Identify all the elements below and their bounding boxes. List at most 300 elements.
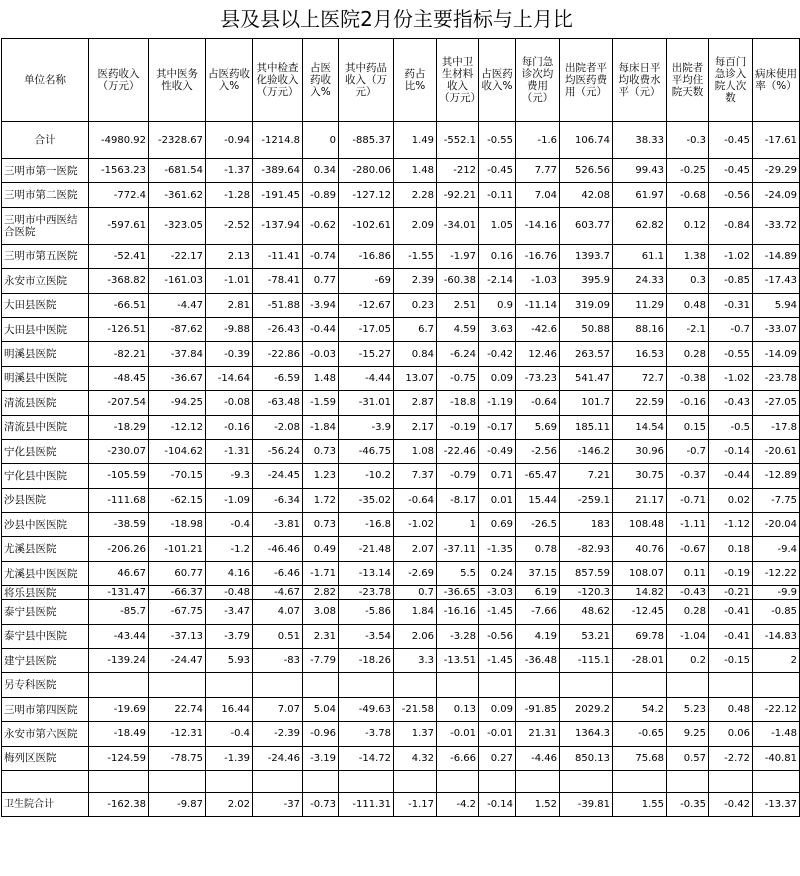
value-cell: -0.73 xyxy=(303,792,339,816)
value-cell: -18.98 xyxy=(149,513,206,537)
value-cell: -62.15 xyxy=(149,488,206,512)
value-cell: -23.78 xyxy=(339,586,394,600)
empty-cell xyxy=(437,770,479,792)
value-cell: 395.9 xyxy=(560,269,613,293)
value-cell: -5.86 xyxy=(339,600,394,624)
value-cell: -323.05 xyxy=(149,207,206,244)
value-cell: -11.41 xyxy=(253,244,303,268)
value-cell xyxy=(339,673,394,697)
value-cell: 1 xyxy=(437,513,479,537)
table-row xyxy=(2,269,800,293)
value-cell: 0.28 xyxy=(667,342,709,366)
value-cell: -1.39 xyxy=(206,746,253,770)
value-cell xyxy=(667,673,709,697)
value-cell: 541.47 xyxy=(560,366,613,390)
value-cell xyxy=(753,673,800,697)
unit-name-cell: 尤溪县中医医院 xyxy=(2,561,89,585)
value-cell: -2.69 xyxy=(394,561,437,585)
value-cell: -206.26 xyxy=(89,537,149,561)
value-cell: 72.7 xyxy=(613,366,667,390)
value-cell: 38.33 xyxy=(613,122,667,159)
value-cell xyxy=(253,673,303,697)
value-cell: 6.19 xyxy=(516,586,560,600)
value-cell: -0.21 xyxy=(709,586,753,600)
value-cell xyxy=(516,673,560,697)
value-cell: -18.29 xyxy=(89,415,149,439)
value-cell: 40.76 xyxy=(613,537,667,561)
value-cell: 7.04 xyxy=(516,183,560,207)
value-cell: 1.72 xyxy=(303,488,339,512)
value-cell: 3.08 xyxy=(303,600,339,624)
value-cell: -78.75 xyxy=(149,746,206,770)
value-cell: -1.02 xyxy=(709,244,753,268)
value-cell: 4.16 xyxy=(206,561,253,585)
table-row xyxy=(2,415,800,439)
value-cell: -37.84 xyxy=(149,342,206,366)
value-cell: -1.55 xyxy=(394,244,437,268)
value-cell: 857.59 xyxy=(560,561,613,585)
unit-name-cell: 建宁县医院 xyxy=(2,649,89,673)
value-cell: -40.81 xyxy=(753,746,800,770)
value-cell: 5.93 xyxy=(206,649,253,673)
value-cell: -1.71 xyxy=(303,561,339,585)
value-cell: -3.19 xyxy=(303,746,339,770)
value-cell: -124.59 xyxy=(89,746,149,770)
header-row xyxy=(2,39,800,122)
value-cell: -3.9 xyxy=(339,415,394,439)
value-cell: -36.48 xyxy=(516,649,560,673)
value-cell: -0.35 xyxy=(667,792,709,816)
value-cell: -13.51 xyxy=(437,649,479,673)
value-cell: -0.41 xyxy=(709,600,753,624)
value-cell: 3.63 xyxy=(479,317,516,341)
value-cell: 5.04 xyxy=(303,697,339,721)
value-cell: -34.01 xyxy=(437,207,479,244)
value-cell: -17.61 xyxy=(753,122,800,159)
value-cell: -3.94 xyxy=(303,293,339,317)
value-cell: -94.25 xyxy=(149,391,206,415)
value-cell: 3.3 xyxy=(394,649,437,673)
value-cell: -0.96 xyxy=(303,722,339,746)
table-row xyxy=(2,624,800,648)
table-row xyxy=(2,464,800,488)
value-cell: -4.46 xyxy=(516,746,560,770)
value-cell: -56.24 xyxy=(253,439,303,463)
value-cell: -3.28 xyxy=(437,624,479,648)
value-cell: -27.05 xyxy=(753,391,800,415)
value-cell: -1.11 xyxy=(667,513,709,537)
value-cell: -12.22 xyxy=(753,561,800,585)
value-cell: 0.48 xyxy=(709,697,753,721)
value-cell: -1.37 xyxy=(206,159,253,183)
value-cell: -0.56 xyxy=(709,183,753,207)
value-cell: 0.84 xyxy=(394,342,437,366)
empty-cell xyxy=(394,770,437,792)
value-cell: 0.3 xyxy=(667,269,709,293)
value-cell: -0.14 xyxy=(709,439,753,463)
value-cell: -0.5 xyxy=(709,415,753,439)
table-row xyxy=(2,342,800,366)
value-cell: -0.15 xyxy=(709,649,753,673)
unit-name-cell: 三明市第五医院 xyxy=(2,244,89,268)
empty-cell xyxy=(206,770,253,792)
value-cell: -1.59 xyxy=(303,391,339,415)
unit-name-cell: 明溪县中医院 xyxy=(2,366,89,390)
value-cell: -22.17 xyxy=(149,244,206,268)
value-cell: -111.31 xyxy=(339,792,394,816)
empty-cell xyxy=(560,770,613,792)
table-row xyxy=(2,561,800,585)
column-header: 每百门急诊入院人次数 xyxy=(709,39,753,122)
value-cell: 1.48 xyxy=(303,366,339,390)
value-cell: -23.78 xyxy=(753,366,800,390)
value-cell: -0.43 xyxy=(667,586,709,600)
value-cell: -0.4 xyxy=(206,722,253,746)
value-cell: -1.04 xyxy=(667,624,709,648)
value-cell: -0.64 xyxy=(394,488,437,512)
value-cell: 0.11 xyxy=(667,561,709,585)
value-cell: -0.71 xyxy=(667,488,709,512)
value-cell: -16.16 xyxy=(437,600,479,624)
value-cell: -0.85 xyxy=(709,269,753,293)
value-cell: -1.84 xyxy=(303,415,339,439)
value-cell: -22.86 xyxy=(253,342,303,366)
value-cell: -0.48 xyxy=(206,586,253,600)
value-cell: 2.02 xyxy=(206,792,253,816)
value-cell: -0.19 xyxy=(709,561,753,585)
unit-name-cell: 永安市立医院 xyxy=(2,269,89,293)
value-cell: 0.13 xyxy=(437,697,479,721)
column-header: 占医药收入% xyxy=(479,39,516,122)
unit-name-cell: 泰宁县医院 xyxy=(2,600,89,624)
column-header: 单位名称 xyxy=(2,39,89,122)
value-cell: 30.96 xyxy=(613,439,667,463)
unit-name-cell: 将乐县医院 xyxy=(2,586,89,600)
value-cell: -60.38 xyxy=(437,269,479,293)
indicator-table xyxy=(1,38,800,817)
value-cell: 50.88 xyxy=(560,317,613,341)
value-cell: -83 xyxy=(253,649,303,673)
value-cell xyxy=(89,673,149,697)
value-cell: 0.78 xyxy=(516,537,560,561)
column-header: 其中医务性收入 xyxy=(149,39,206,122)
value-cell: -12.45 xyxy=(613,600,667,624)
empty-cell xyxy=(479,770,516,792)
value-cell: 61.97 xyxy=(613,183,667,207)
unit-name-cell: 合计 xyxy=(2,122,89,159)
value-cell: -12.31 xyxy=(149,722,206,746)
value-cell: 1364.3 xyxy=(560,722,613,746)
value-cell: 11.29 xyxy=(613,293,667,317)
table-row xyxy=(2,673,800,697)
value-cell: 0.09 xyxy=(479,366,516,390)
value-cell: 108.48 xyxy=(613,513,667,537)
value-cell: -42.6 xyxy=(516,317,560,341)
value-cell: -0.25 xyxy=(667,159,709,183)
value-cell: 60.77 xyxy=(149,561,206,585)
value-cell: -4980.92 xyxy=(89,122,149,159)
value-cell: -4.2 xyxy=(437,792,479,816)
value-cell: 1393.7 xyxy=(560,244,613,268)
value-cell: -212 xyxy=(437,159,479,183)
table-row xyxy=(2,488,800,512)
value-cell: 0.28 xyxy=(667,600,709,624)
unit-name-cell: 沙县中医医院 xyxy=(2,513,89,537)
value-cell: -105.59 xyxy=(89,464,149,488)
value-cell: -14.83 xyxy=(753,624,800,648)
value-cell: 0.18 xyxy=(709,537,753,561)
value-cell: 4.19 xyxy=(516,624,560,648)
unit-name-cell: 清流县医院 xyxy=(2,391,89,415)
value-cell: -15.27 xyxy=(339,342,394,366)
value-cell: -17.05 xyxy=(339,317,394,341)
unit-name-cell: 清流县中医院 xyxy=(2,415,89,439)
value-cell: 5.69 xyxy=(516,415,560,439)
value-cell: -6.46 xyxy=(253,561,303,585)
value-cell: -46.75 xyxy=(339,439,394,463)
value-cell: 0.57 xyxy=(667,746,709,770)
value-cell: -51.88 xyxy=(253,293,303,317)
empty-cell xyxy=(339,770,394,792)
value-cell: -1.45 xyxy=(479,600,516,624)
column-header: 占医药收入% xyxy=(206,39,253,122)
value-cell: -17.43 xyxy=(753,269,800,293)
value-cell: -885.37 xyxy=(339,122,394,159)
value-cell: -9.3 xyxy=(206,464,253,488)
value-cell: 42.08 xyxy=(560,183,613,207)
value-cell: 5.5 xyxy=(437,561,479,585)
value-cell: -14.72 xyxy=(339,746,394,770)
value-cell: -0.74 xyxy=(303,244,339,268)
value-cell: -0.55 xyxy=(709,342,753,366)
value-cell: 603.77 xyxy=(560,207,613,244)
value-cell: 0.48 xyxy=(667,293,709,317)
value-cell: 2.39 xyxy=(394,269,437,293)
table-row xyxy=(2,391,800,415)
value-cell xyxy=(709,673,753,697)
value-cell: 24.33 xyxy=(613,269,667,293)
value-cell: -20.04 xyxy=(753,513,800,537)
value-cell: -368.82 xyxy=(89,269,149,293)
value-cell: -0.43 xyxy=(709,391,753,415)
value-cell: -0.31 xyxy=(709,293,753,317)
empty-cell xyxy=(149,770,206,792)
empty-cell xyxy=(613,770,667,792)
value-cell: 526.56 xyxy=(560,159,613,183)
value-cell: 61.1 xyxy=(613,244,667,268)
column-header: 病床使用率（%） xyxy=(753,39,800,122)
value-cell: -1563.23 xyxy=(89,159,149,183)
value-cell: 2.17 xyxy=(394,415,437,439)
value-cell: 14.82 xyxy=(613,586,667,600)
value-cell: -0.08 xyxy=(206,391,253,415)
value-cell xyxy=(437,673,479,697)
value-cell: 12.46 xyxy=(516,342,560,366)
value-cell: -10.2 xyxy=(339,464,394,488)
value-cell: -20.61 xyxy=(753,439,800,463)
value-cell: -772.4 xyxy=(89,183,149,207)
value-cell: -2.72 xyxy=(709,746,753,770)
value-cell: 7.07 xyxy=(253,697,303,721)
table-row xyxy=(2,722,800,746)
value-cell: -12.12 xyxy=(149,415,206,439)
value-cell: -78.41 xyxy=(253,269,303,293)
value-cell: -280.06 xyxy=(339,159,394,183)
table-row xyxy=(2,122,800,159)
unit-name-cell: 宁化县医院 xyxy=(2,439,89,463)
value-cell: 5.94 xyxy=(753,293,800,317)
value-cell: -4.44 xyxy=(339,366,394,390)
value-cell: -3.47 xyxy=(206,600,253,624)
value-cell: 1.08 xyxy=(394,439,437,463)
value-cell: -37.11 xyxy=(437,537,479,561)
value-cell: 0.7 xyxy=(394,586,437,600)
value-cell: 108.07 xyxy=(613,561,667,585)
value-cell: -0.44 xyxy=(709,464,753,488)
value-cell: -361.62 xyxy=(149,183,206,207)
value-cell: -2.08 xyxy=(253,415,303,439)
value-cell: -63.48 xyxy=(253,391,303,415)
value-cell: 0.51 xyxy=(253,624,303,648)
value-cell: -0.75 xyxy=(437,366,479,390)
value-cell: 2.31 xyxy=(303,624,339,648)
table-row xyxy=(2,697,800,721)
value-cell: 850.13 xyxy=(560,746,613,770)
column-header: 其中检查化验收入（万元） xyxy=(253,39,303,122)
value-cell: -24.45 xyxy=(253,464,303,488)
column-header: 每床日平均收费水平（元） xyxy=(613,39,667,122)
value-cell: -1.01 xyxy=(206,269,253,293)
value-cell: -0.01 xyxy=(437,722,479,746)
value-cell: 0.15 xyxy=(667,415,709,439)
value-cell: 185.11 xyxy=(560,415,613,439)
value-cell: -12.89 xyxy=(753,464,800,488)
value-cell: -1.02 xyxy=(394,513,437,537)
table-row xyxy=(2,586,800,600)
value-cell: 0.24 xyxy=(479,561,516,585)
value-cell: 0.71 xyxy=(479,464,516,488)
value-cell: -0.42 xyxy=(479,342,516,366)
value-cell: -3.81 xyxy=(253,513,303,537)
value-cell: -46.46 xyxy=(253,537,303,561)
value-cell: -120.3 xyxy=(560,586,613,600)
value-cell: -65.47 xyxy=(516,464,560,488)
value-cell: 6.7 xyxy=(394,317,437,341)
value-cell: 30.75 xyxy=(613,464,667,488)
table-row xyxy=(2,317,800,341)
value-cell: 0.16 xyxy=(479,244,516,268)
value-cell: -87.62 xyxy=(149,317,206,341)
value-cell: -21.48 xyxy=(339,537,394,561)
value-cell: -35.02 xyxy=(339,488,394,512)
value-cell: 0.23 xyxy=(394,293,437,317)
table-row xyxy=(2,293,800,317)
value-cell: 99.43 xyxy=(613,159,667,183)
value-cell: -1.02 xyxy=(709,366,753,390)
unit-name-cell: 明溪县医院 xyxy=(2,342,89,366)
value-cell: -1.28 xyxy=(206,183,253,207)
value-cell: -131.47 xyxy=(89,586,149,600)
value-cell: 2.09 xyxy=(394,207,437,244)
value-cell: -102.61 xyxy=(339,207,394,244)
value-cell: -16.8 xyxy=(339,513,394,537)
value-cell: -104.62 xyxy=(149,439,206,463)
value-cell: 15.44 xyxy=(516,488,560,512)
value-cell: -0.64 xyxy=(516,391,560,415)
value-cell: -29.29 xyxy=(753,159,800,183)
value-cell: -0.55 xyxy=(479,122,516,159)
unit-name-cell: 沙县医院 xyxy=(2,488,89,512)
value-cell: -0.65 xyxy=(613,722,667,746)
value-cell xyxy=(206,673,253,697)
value-cell: -0.38 xyxy=(667,366,709,390)
value-cell: -26.43 xyxy=(253,317,303,341)
value-cell: 14.54 xyxy=(613,415,667,439)
value-cell: -3.54 xyxy=(339,624,394,648)
value-cell: -7.66 xyxy=(516,600,560,624)
value-cell: -1.03 xyxy=(516,269,560,293)
value-cell: -73.23 xyxy=(516,366,560,390)
value-cell: -0.45 xyxy=(709,159,753,183)
value-cell: 2029.2 xyxy=(560,697,613,721)
value-cell: -0.19 xyxy=(437,415,479,439)
value-cell: 1.37 xyxy=(394,722,437,746)
value-cell: -4.67 xyxy=(253,586,303,600)
value-cell: -1.19 xyxy=(479,391,516,415)
value-cell: -0.17 xyxy=(479,415,516,439)
value-cell: -70.15 xyxy=(149,464,206,488)
value-cell: 0.9 xyxy=(479,293,516,317)
value-cell xyxy=(303,673,339,697)
column-header: 其中卫生材料收入（万元） xyxy=(437,39,479,122)
empty-cell xyxy=(253,770,303,792)
value-cell: 0.02 xyxy=(709,488,753,512)
value-cell: -0.44 xyxy=(303,317,339,341)
table-row xyxy=(2,439,800,463)
value-cell: 1.55 xyxy=(613,792,667,816)
value-cell: -6.59 xyxy=(253,366,303,390)
empty-cell xyxy=(303,770,339,792)
value-cell: 54.2 xyxy=(613,697,667,721)
value-cell xyxy=(479,673,516,697)
value-cell: -28.01 xyxy=(613,649,667,673)
value-cell: 5.23 xyxy=(667,697,709,721)
value-cell xyxy=(560,673,613,697)
value-cell: -52.41 xyxy=(89,244,149,268)
value-cell: -1.45 xyxy=(479,649,516,673)
value-cell: 0.12 xyxy=(667,207,709,244)
value-cell: 2.28 xyxy=(394,183,437,207)
value-cell: 4.32 xyxy=(394,746,437,770)
value-cell: -389.64 xyxy=(253,159,303,183)
value-cell: -259.1 xyxy=(560,488,613,512)
value-cell: 1.84 xyxy=(394,600,437,624)
value-cell: 2 xyxy=(753,649,800,673)
value-cell: -0.84 xyxy=(709,207,753,244)
value-cell: -39.81 xyxy=(560,792,613,816)
value-cell: 2.51 xyxy=(437,293,479,317)
value-cell: -1.09 xyxy=(206,488,253,512)
value-cell: -0.16 xyxy=(206,415,253,439)
column-header: 出院者平均医药费用（元） xyxy=(560,39,613,122)
value-cell: -24.09 xyxy=(753,183,800,207)
value-cell: -597.61 xyxy=(89,207,149,244)
column-header: 药占比% xyxy=(394,39,437,122)
value-cell: -137.94 xyxy=(253,207,303,244)
value-cell: -127.12 xyxy=(339,183,394,207)
value-cell: -2.52 xyxy=(206,207,253,244)
table-row xyxy=(2,792,800,816)
